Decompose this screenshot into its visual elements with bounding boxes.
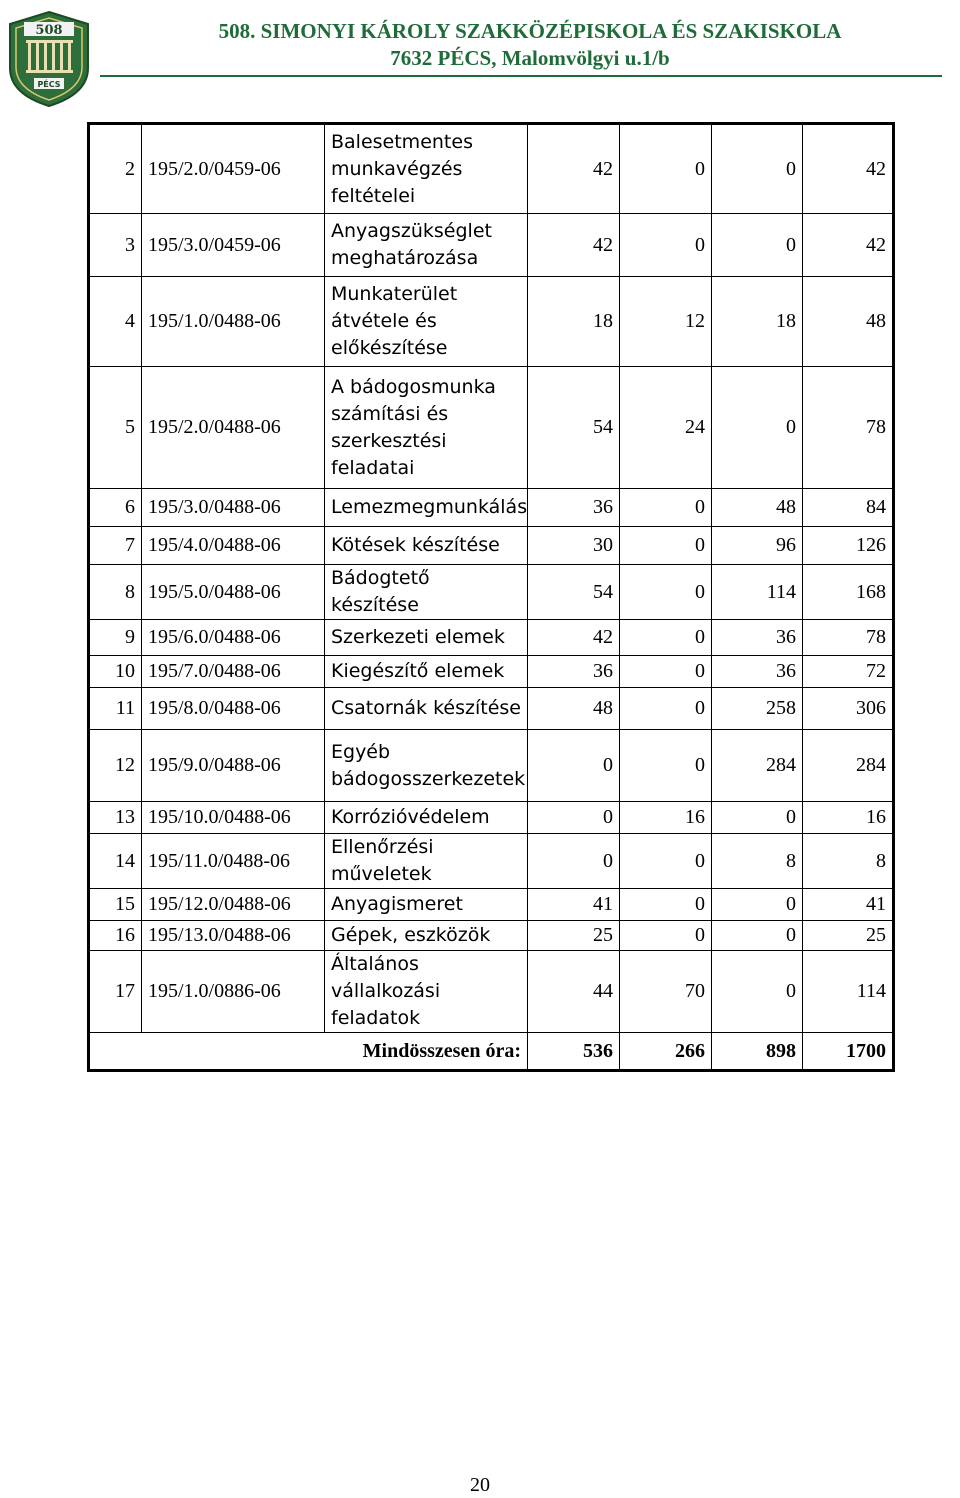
hours-col3-cell: 36 [712, 656, 803, 688]
hours-total-cell: 48 [803, 277, 894, 367]
hours-col3-cell: 18 [712, 277, 803, 367]
summary-row [89, 1033, 894, 1071]
hours-col2-cell: 0 [620, 527, 712, 565]
hours-col3-cell: 36 [712, 620, 803, 656]
module-name-cell: Kiegészítő elemek [325, 656, 528, 688]
module-code-cell: 195/2.0/0459-06 [142, 124, 325, 214]
module-code-cell: 195/8.0/0488-06 [142, 688, 325, 730]
hours-col3-cell: 0 [712, 921, 803, 951]
school-address: 7632 PÉCS, Malomvölgyi u.1/b [390, 46, 670, 70]
hours-total-cell: 78 [803, 620, 894, 656]
hours-total-cell: 25 [803, 921, 894, 951]
hours-total-cell: 284 [803, 730, 894, 802]
module-name-cell: Általános vállalkozási feladatok [325, 951, 528, 1033]
curriculum-hours-table [87, 122, 895, 1072]
hours-col3-cell: 0 [712, 951, 803, 1033]
module-name-cell: Csatornák készítése [325, 688, 528, 730]
module-name-cell: Korrózióvédelem [325, 802, 528, 834]
hours-col1-cell: 0 [528, 834, 620, 889]
table-row [89, 656, 894, 688]
hours-col2-cell: 16 [620, 802, 712, 834]
table-row [89, 802, 894, 834]
hours-total-cell: 126 [803, 527, 894, 565]
hours-col3-cell: 258 [712, 688, 803, 730]
hours-col2-cell: 0 [620, 889, 712, 921]
hours-col1-cell: 0 [528, 730, 620, 802]
row-number-cell: 10 [89, 656, 142, 688]
header-divider [100, 75, 942, 77]
module-name-cell: A bádogosmunka számítási és szerkesztési feladatai [325, 367, 528, 489]
table-row [89, 688, 894, 730]
hours-col2-cell: 0 [620, 489, 712, 527]
hours-total-cell: 42 [803, 214, 894, 277]
hours-col3-cell: 0 [712, 124, 803, 214]
hours-col3-cell: 0 [712, 802, 803, 834]
row-number-cell: 9 [89, 620, 142, 656]
hours-total-cell: 78 [803, 367, 894, 489]
hours-total-cell: 84 [803, 489, 894, 527]
table-row [89, 367, 894, 489]
table-row [89, 565, 894, 620]
row-number-cell: 7 [89, 527, 142, 565]
summary-col2: 266 [620, 1033, 712, 1071]
hours-total-cell: 41 [803, 889, 894, 921]
hours-total-cell: 72 [803, 656, 894, 688]
summary-total: 1700 [803, 1033, 894, 1071]
table-row [89, 527, 894, 565]
logo-number: 508 [35, 23, 63, 38]
hours-col1-cell: 54 [528, 565, 620, 620]
module-name-cell: Gépek, eszközök [325, 921, 528, 951]
module-code-cell: 195/5.0/0488-06 [142, 565, 325, 620]
hours-col1-cell: 54 [528, 367, 620, 489]
row-number-cell: 12 [89, 730, 142, 802]
module-name-cell: Anyagismeret [325, 889, 528, 921]
module-code-cell: 195/10.0/0488-06 [142, 802, 325, 834]
hours-col3-cell: 0 [712, 367, 803, 489]
module-code-cell: 195/9.0/0488-06 [142, 730, 325, 802]
hours-total-cell: 42 [803, 124, 894, 214]
hours-col1-cell: 44 [528, 951, 620, 1033]
row-number-cell: 16 [89, 921, 142, 951]
hours-col1-cell: 42 [528, 620, 620, 656]
hours-total-cell: 8 [803, 834, 894, 889]
module-name-cell: Ellenőrzési műveletek [325, 834, 528, 889]
hours-col3-cell: 0 [712, 889, 803, 921]
hours-col1-cell: 42 [528, 214, 620, 277]
module-code-cell: 195/4.0/0488-06 [142, 527, 325, 565]
hours-col1-cell: 36 [528, 656, 620, 688]
hours-col2-cell: 0 [620, 620, 712, 656]
hours-col3-cell: 96 [712, 527, 803, 565]
hours-total-cell: 168 [803, 565, 894, 620]
hours-col1-cell: 18 [528, 277, 620, 367]
table-row [89, 277, 894, 367]
table-row [89, 620, 894, 656]
hours-col2-cell: 0 [620, 834, 712, 889]
hours-total-cell: 306 [803, 688, 894, 730]
hours-col2-cell: 24 [620, 367, 712, 489]
row-number-cell: 17 [89, 951, 142, 1033]
summary-col3: 898 [712, 1033, 803, 1071]
hours-col2-cell: 70 [620, 951, 712, 1033]
hours-col2-cell: 0 [620, 124, 712, 214]
hours-col2-cell: 0 [620, 656, 712, 688]
module-code-cell: 195/3.0/0459-06 [142, 214, 325, 277]
logo-city: PÉCS [37, 80, 61, 89]
module-code-cell: 195/13.0/0488-06 [142, 921, 325, 951]
summary-label: Mindösszesen óra: [89, 1033, 528, 1071]
hours-col1-cell: 0 [528, 802, 620, 834]
hours-col3-cell: 114 [712, 565, 803, 620]
row-number-cell: 4 [89, 277, 142, 367]
hours-col2-cell: 0 [620, 688, 712, 730]
module-name-cell: Bádogtető készítése [325, 565, 528, 620]
hours-col1-cell: 41 [528, 889, 620, 921]
module-code-cell: 195/12.0/0488-06 [142, 889, 325, 921]
page-number: 20 [470, 1474, 490, 1496]
module-code-cell: 195/1.0/0886-06 [142, 951, 325, 1033]
row-number-cell: 15 [89, 889, 142, 921]
hours-col1-cell: 36 [528, 489, 620, 527]
row-number-cell: 8 [89, 565, 142, 620]
table-row [89, 489, 894, 527]
row-number-cell: 3 [89, 214, 142, 277]
table-row [89, 124, 894, 214]
module-name-cell: Szerkezeti elemek [325, 620, 528, 656]
school-name: 508. SIMONYI KÁROLY SZAKKÖZÉPISKOLA ÉS SZAKISKOLA [218, 19, 842, 43]
module-code-cell: 195/1.0/0488-06 [142, 277, 325, 367]
hours-total-cell: 16 [803, 802, 894, 834]
module-code-cell: 195/7.0/0488-06 [142, 656, 325, 688]
table-row [89, 834, 894, 889]
row-number-cell: 2 [89, 124, 142, 214]
table-row [89, 214, 894, 277]
row-number-cell: 13 [89, 802, 142, 834]
row-number-cell: 5 [89, 367, 142, 489]
module-name-cell: Kötések készítése [325, 527, 528, 565]
module-code-cell: 195/3.0/0488-06 [142, 489, 325, 527]
table-row [89, 921, 894, 951]
hours-col2-cell: 0 [620, 730, 712, 802]
row-number-cell: 14 [89, 834, 142, 889]
module-code-cell: 195/6.0/0488-06 [142, 620, 325, 656]
hours-col1-cell: 42 [528, 124, 620, 214]
summary-col1: 536 [528, 1033, 620, 1071]
module-code-cell: 195/2.0/0488-06 [142, 367, 325, 489]
hours-col2-cell: 0 [620, 565, 712, 620]
row-number-cell: 6 [89, 489, 142, 527]
module-name-cell: Munkaterület átvétele és előkészítése [325, 277, 528, 367]
hours-col3-cell: 0 [712, 214, 803, 277]
hours-col3-cell: 8 [712, 834, 803, 889]
module-name-cell: Lemezmegmunkálás [325, 489, 528, 527]
hours-col2-cell: 12 [620, 277, 712, 367]
hours-col1-cell: 30 [528, 527, 620, 565]
module-name-cell: Anyagszükséglet meghatározása [325, 214, 528, 277]
row-number-cell: 11 [89, 688, 142, 730]
table-row [89, 889, 894, 921]
hours-col1-cell: 48 [528, 688, 620, 730]
table-row [89, 730, 894, 802]
hours-col2-cell: 0 [620, 214, 712, 277]
school-logo [6, 10, 92, 108]
hours-total-cell: 114 [803, 951, 894, 1033]
module-name-cell: Egyéb bádogosszerkezetek [325, 730, 528, 802]
table-body [89, 124, 894, 1071]
hours-col3-cell: 284 [712, 730, 803, 802]
module-code-cell: 195/11.0/0488-06 [142, 834, 325, 889]
module-name-cell: Balesetmentes munkavégzés feltételei [325, 124, 528, 214]
document-header [100, 18, 960, 72]
table-row [89, 951, 894, 1033]
hours-col1-cell: 25 [528, 921, 620, 951]
hours-col3-cell: 48 [712, 489, 803, 527]
hours-col2-cell: 0 [620, 921, 712, 951]
